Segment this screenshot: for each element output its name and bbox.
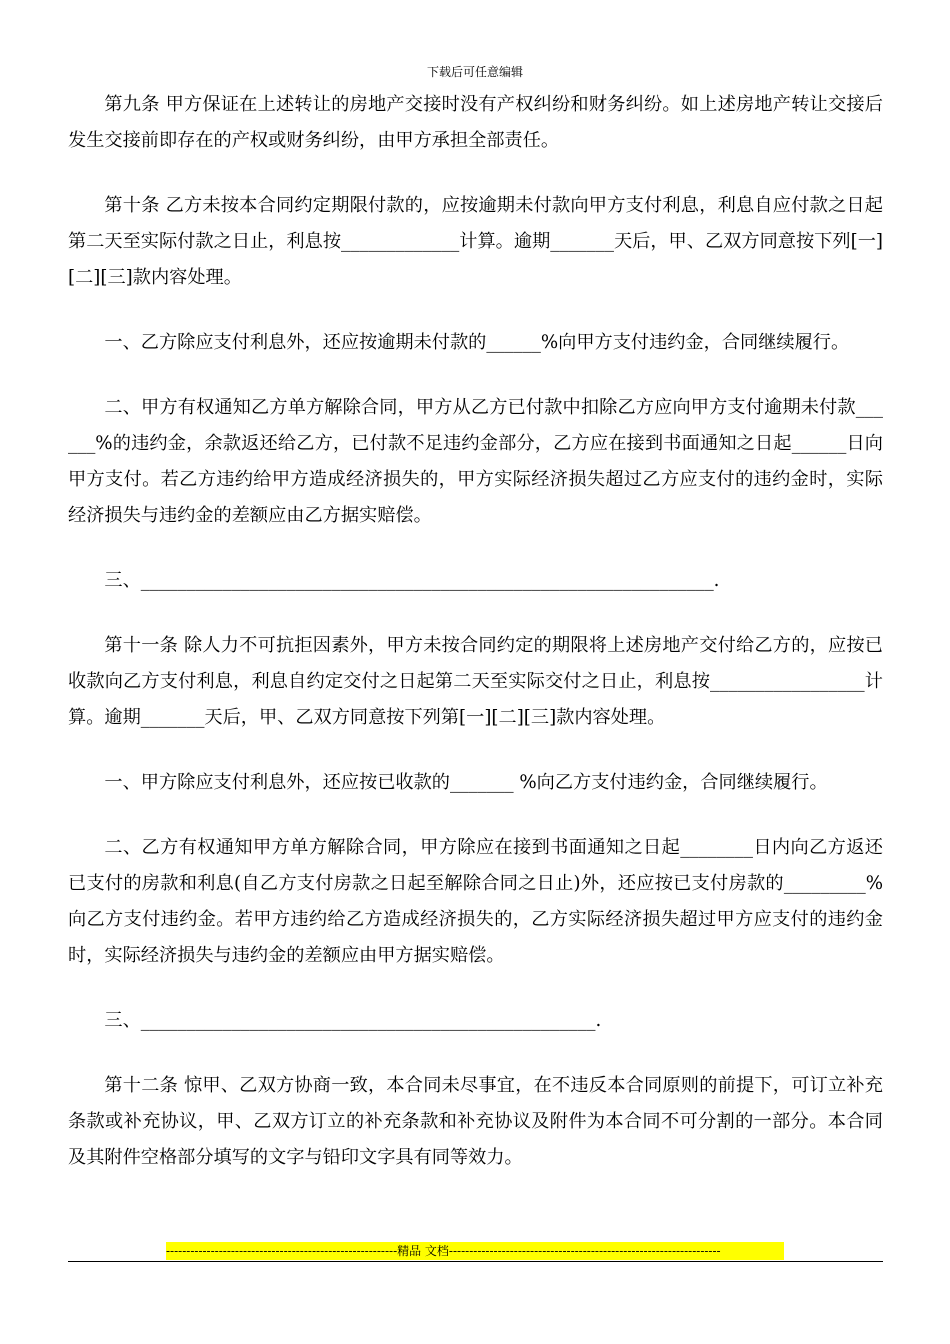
clause-10-item-2: 二、甲方有权通知乙方单方解除合同，甲方从乙方已付款中扣除乙方应向甲方支付逾期未付款______%的违约金，余款返还给乙方，已付款不足违约金部分，乙方应在接到书面通知之日起______日向甲方支付。若乙方违约给甲方造成经济损失的，甲方实际经济损失超过乙方应支付的违约金时，实际经济损失与违约金的差额应由乙方据实赔偿。: [68, 397, 883, 526]
clause-11-item-3: 三、__________________________________________________.: [104, 1010, 602, 1031]
clause-9: 第九条 甲方保证在上述转让的房地产交接时没有产权纠纷和财务纠纷。如上述房地产转让交接后发生交接前即存在的产权或财务纠纷，由甲方承担全部责任。: [68, 94, 883, 151]
page-header: 下载后可任意编辑: [426, 65, 523, 79]
clause-11: 第十一条 除人力不可抗拒因素外，甲方未按合同约定的期限将上述房地产交付给乙方的，应按已收款向乙方支付利息，利息自约定交付之日起第二天至实际交付之日止，利息按_________________计算。逾期_______天后，甲、乙双方同意按下列第[一][二][三]款内容处理。: [68, 635, 883, 728]
footer-rule: [68, 1261, 883, 1262]
clause-10-item-1: 一、乙方除应支付利息外，还应按逾期未付款的______%向甲方支付违约金，合同继续履行。: [104, 332, 850, 353]
clause-12: 第十二条 惊甲、乙双方协商一致，本合同未尽事宜，在不违反本合同原则的前提下，可订立补充条款或补充协议，甲、乙双方订立的补充条款和补充协议及附件为本合同不可分割的一部分。本合同及其附件空格部分填写的文字与铅印文字具有同等效力。: [68, 1075, 883, 1168]
clause-11-item-1: 一、甲方除应支付利息外，还应按已收款的_______ %向乙方支付违约金，合同继续履行。: [104, 772, 828, 793]
clause-11-item-2: 二、乙方有权通知甲方单方解除合同，甲方除应在接到书面通知之日起________日内向乙方返还已支付的房款和利息(自乙方支付房款之日起至解除合同之日止)外，还应按已支付房款的_________%向乙方支付违约金。若甲方违约给乙方造成经济损失的，乙方实际经济损失超过甲方应支付的违约金时，实际经济损失与违约金的差额应由甲方据实赔偿。: [68, 837, 883, 966]
footer-banner: ---------------------------------------------------------精品 文档-------------------------------------------------------------------: [166, 1242, 784, 1260]
clause-10: 第十条 乙方未按本合同约定期限付款的，应按逾期未付款向甲方支付利息，利息自应付款之日起第二天至实际付款之日止，利息按_____________计算。逾期_______天后，甲、乙双方同意按下列[一][二][三]款内容处理。: [68, 195, 883, 288]
document-body: [68, 87, 883, 1205]
clause-10-item-3: 三、_______________________________________________________________.: [104, 570, 720, 591]
